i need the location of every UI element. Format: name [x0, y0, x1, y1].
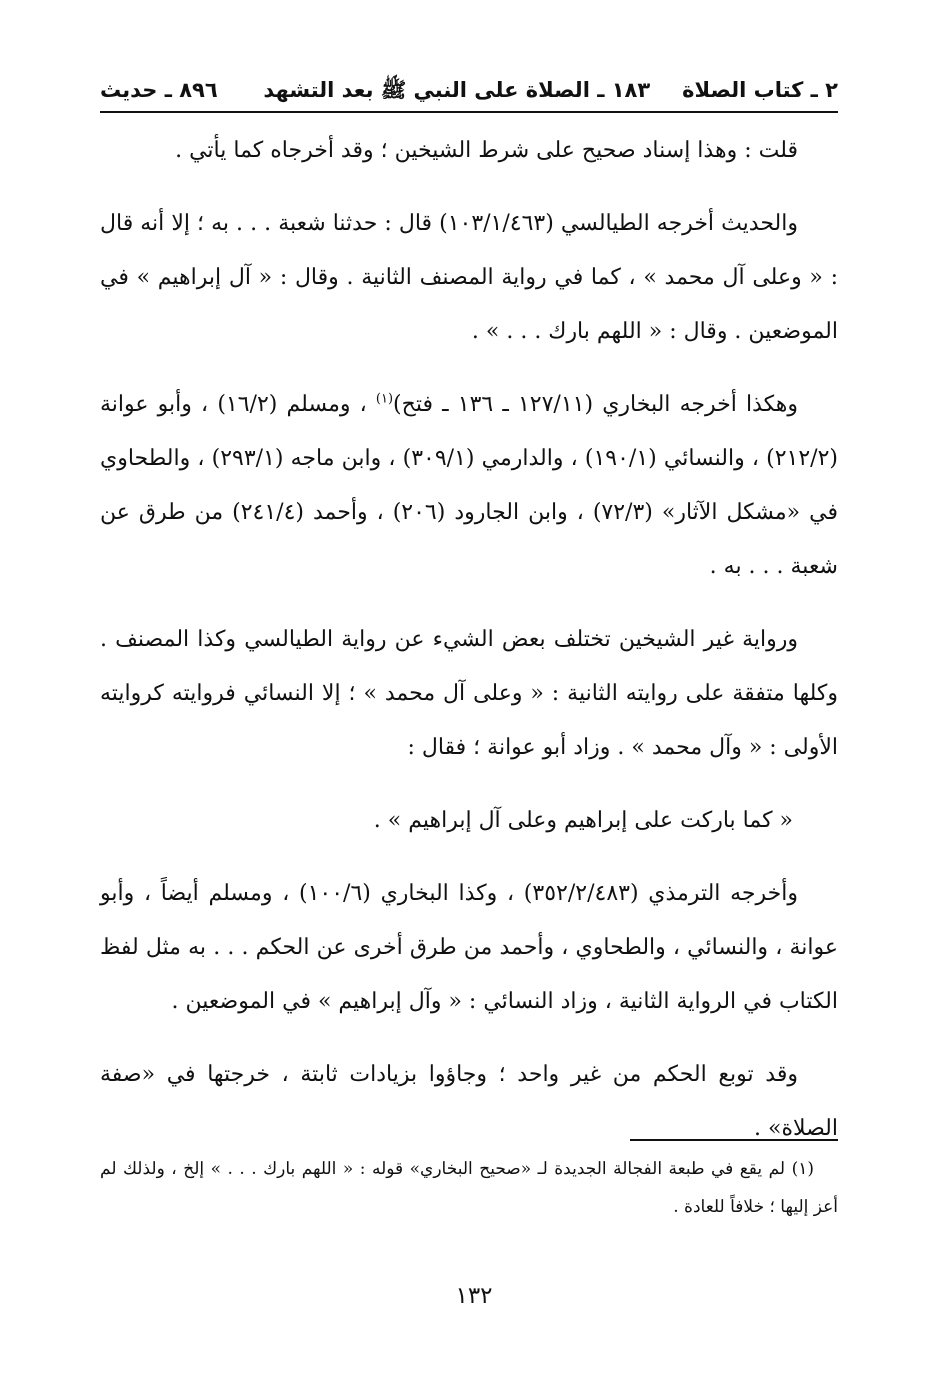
paragraph-tirmidhi: وأخرجه الترمذي (٣٥٢/٢/٤٨٣) ، وكذا البخاري (١٠٠/٦) ، ومسلم أيضاً ، وأبو عوانة ، والنسائي ، والطحاوي ، وأحمد من طرق أخرى عن الحكم . . . به مثل لفظ الكتاب في الرواية الثانية ، وزاد النسائي : « وآل إبراهيم » في الموضعين .	[100, 881, 839, 1014]
hadith-number: ٨٩٦ ـ حديث	[100, 78, 218, 102]
paragraph-text-end: ، ومسلم (١٦/٢) ، وأبو عوانة (٢١٢/٢) ، والنسائي (١٩٠/١) ، والدارمي (٣٠٩/١) ، وابن ماجه (٢٩٣/١) ، والطحاوي في «مشكل الآثار» (٧٢/٣) ، وابن الجارود (٢٠٦) ، وأحمد (٢٤١/٤) من طرق عن شعبة . . . به .	[100, 392, 838, 579]
paragraph-isnad-note: قلت : وهذا إسناد صحيح على شرط الشيخين ؛ وقد أخرجاه كما يأتي .	[175, 138, 798, 163]
running-header	[100, 62, 838, 110]
paragraph-tayalisi: والحديث أخرجه الطيالسي (١٠٣/١/٤٦٣) قال : حدثنا شعبة . . . به ؛ إلا أنه قال : « وعلى آل محمد » ، كما في رواية المصنف الثانية . وقال : « آل إبراهيم » في الموضعين . وقال : « اللهم بارك . . . » .	[100, 211, 838, 344]
header-divider	[100, 111, 838, 113]
page-number: ١٣٢	[455, 1283, 493, 1309]
footnote-marker[interactable]: (١)	[375, 391, 394, 407]
paragraph-corroboration: وقد توبع الحكم من غير واحد ؛ وجاؤوا بزيادات ثابتة ، خرجتها في «صفة الصلاة» .	[100, 1062, 838, 1141]
main-text	[100, 124, 838, 1175]
footnote	[100, 1150, 838, 1226]
paragraph-bukhari-sources	[100, 378, 838, 594]
paragraph-text-start: وهكذا أخرجه البخاري (١٢٧/١١ ـ ١٣٦ ـ فتح)	[393, 392, 799, 417]
chapter-title: ٢ ـ كتاب الصلاة	[682, 78, 838, 102]
paragraph-variant-narrations: ورواية غير الشيخين تختلف بعض الشيء عن رواية الطيالسي وكذا المصنف . وكلها متفقة على روايته الثانية : « وعلى آل محمد » ؛ إلا النسائي فروايته كروايته الأولى : « وآل محمد » . وزاد أبو عوانة ؛ فقال :	[100, 627, 838, 760]
header-titles	[263, 70, 838, 110]
footnote-divider	[630, 1139, 838, 1141]
footnote-text: (١) لم يقع في طبعة الفجالة الجديدة لـ «صحيح البخاري» قوله : « اللهم بارك . . . » إلخ ، ولذلك لم أعز إليها ؛ خلافاً للعادة .	[100, 1159, 838, 1217]
paragraph-quote: « كما باركت على إبراهيم وعلى آل إبراهيم » .	[373, 808, 793, 833]
section-title: ١٨٣ ـ الصلاة على النبي ﷺ بعد التشهد	[263, 78, 651, 102]
